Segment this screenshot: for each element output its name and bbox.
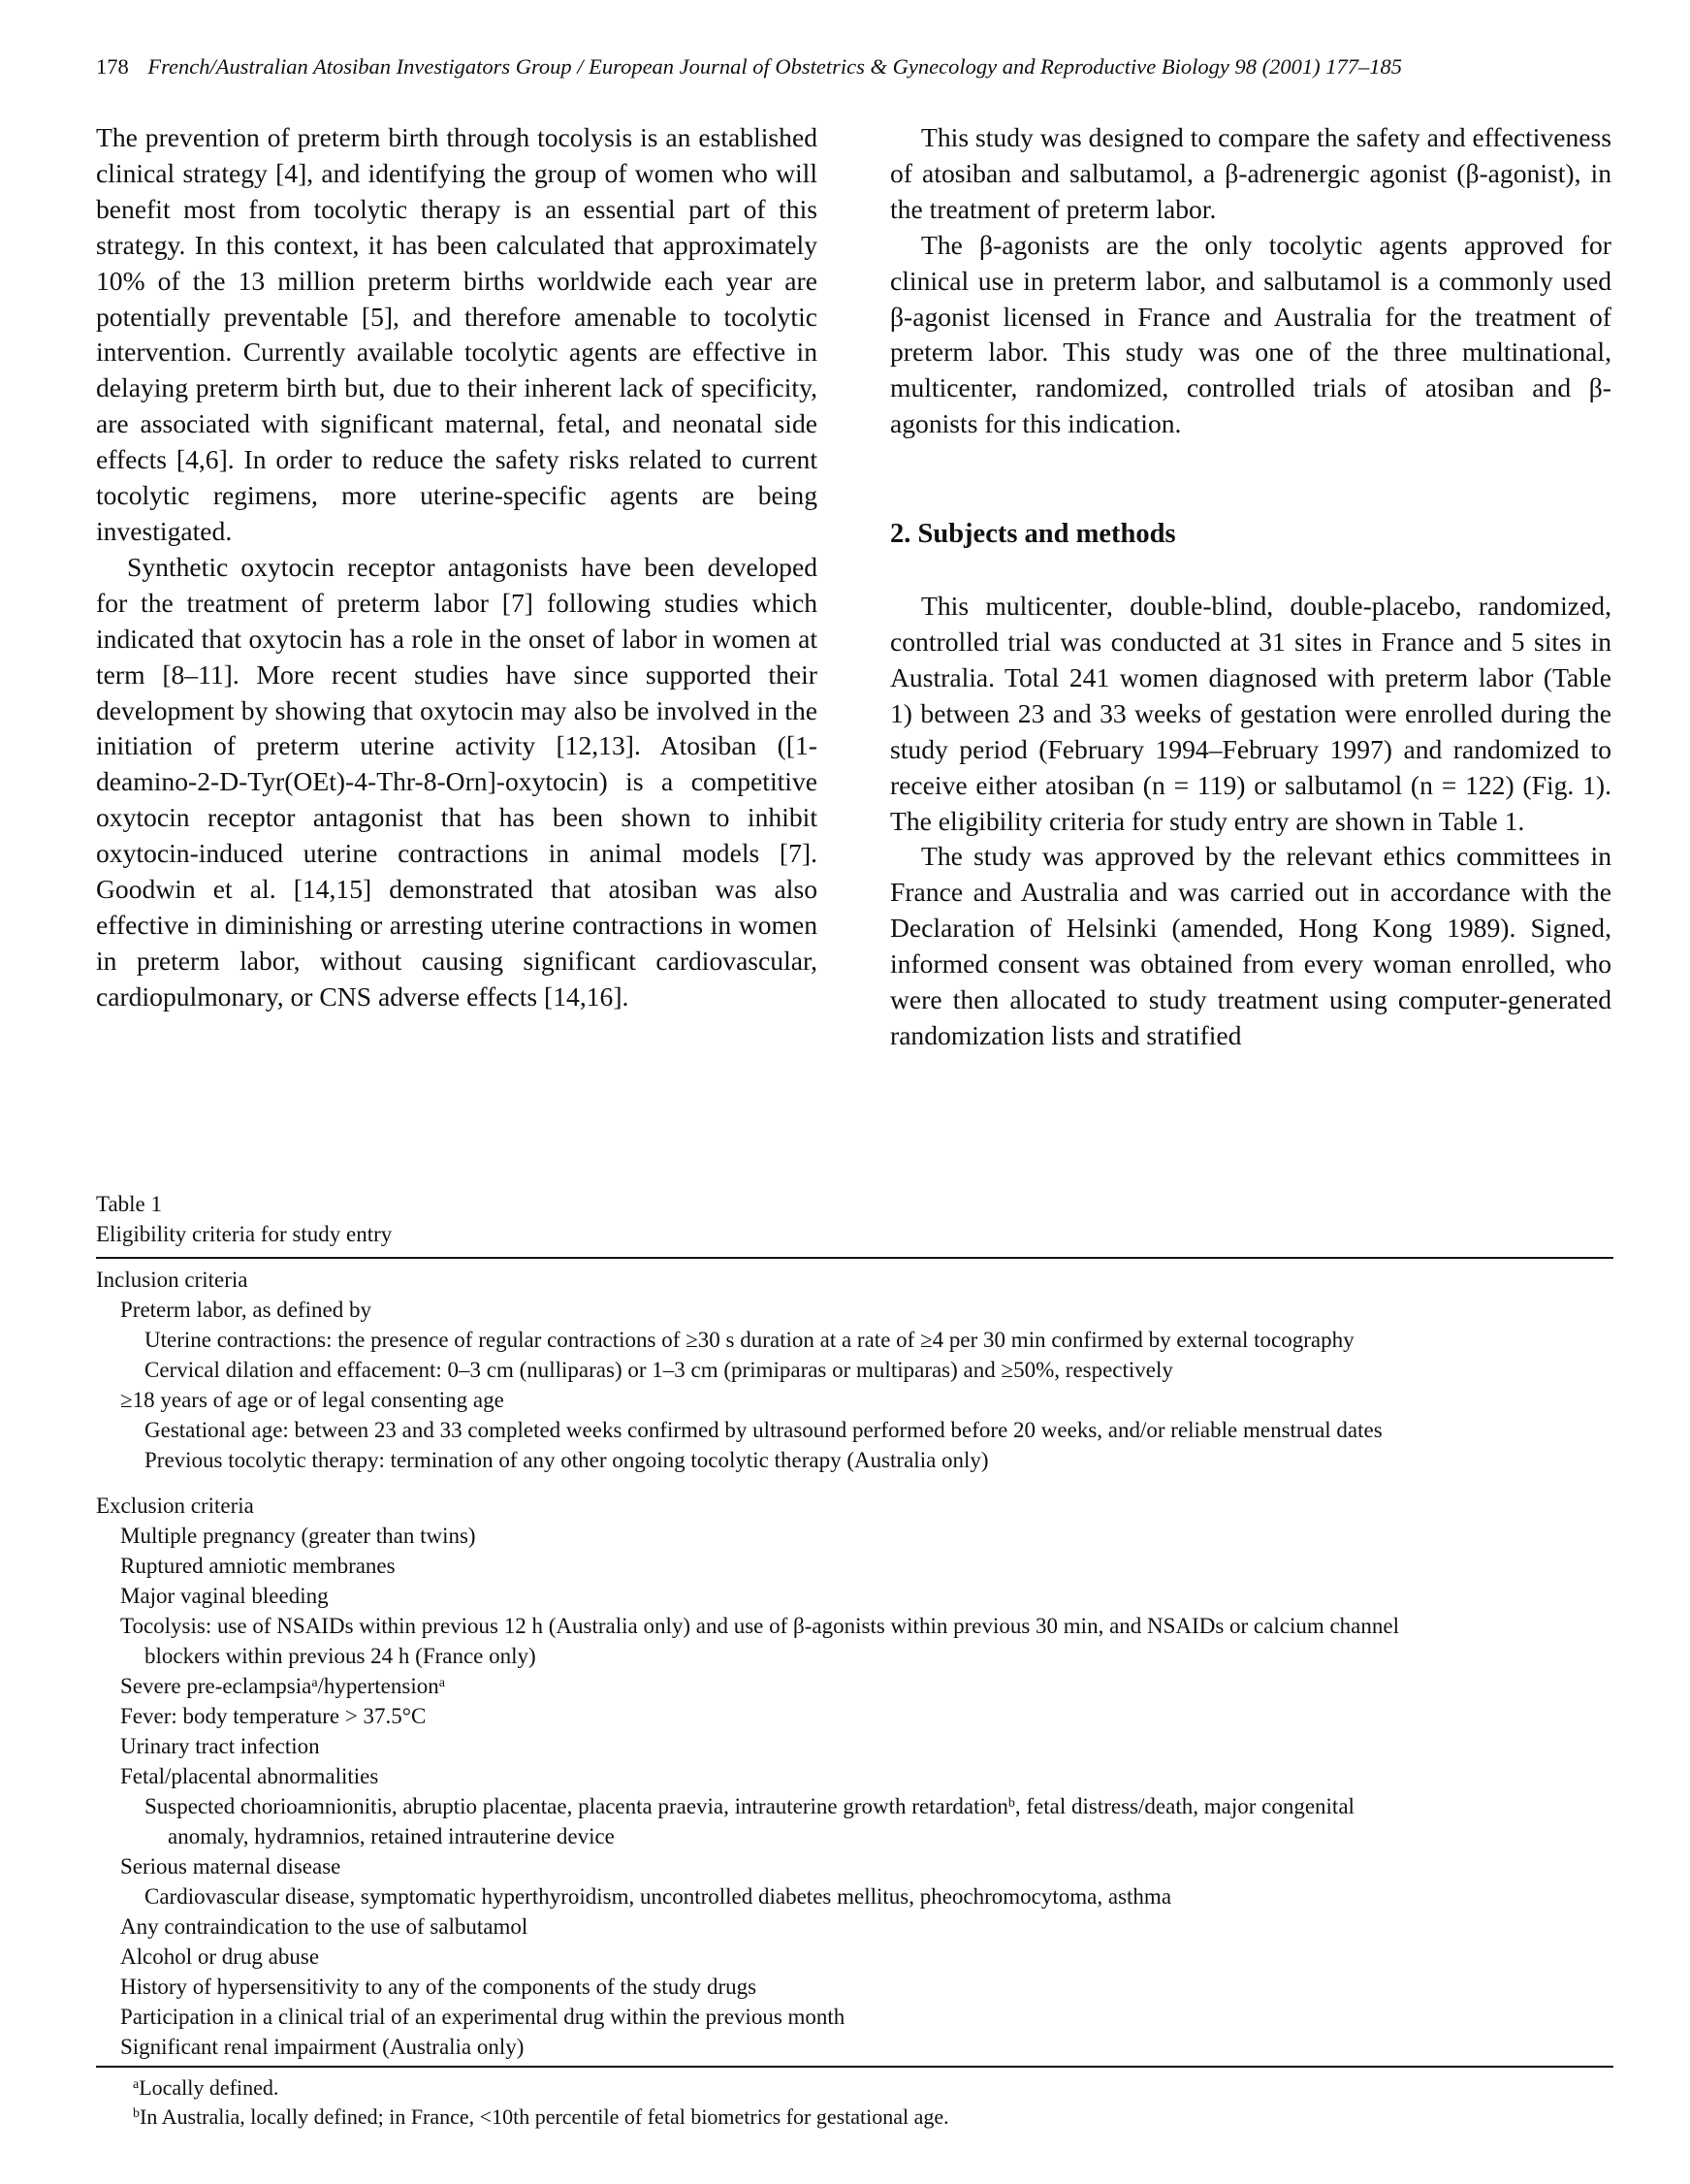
criteria-row bbox=[96, 1851, 1613, 1881]
journal-citation: French/Australian Atosiban Investigators Group / European Journal of Obstetrics & Gynecology and Reproductive Biology 98 (2001) 177–185 bbox=[147, 54, 1402, 79]
table-label: Table 1 bbox=[96, 1192, 163, 1216]
inclusion-rows bbox=[96, 1295, 1613, 1475]
criteria-row bbox=[96, 1671, 1613, 1701]
criteria-text: Previous tocolytic therapy: termination of any other ongoing tocolytic therapy (Australia only) bbox=[144, 1448, 989, 1472]
footnote-marker: a bbox=[438, 1676, 445, 1690]
criteria-row bbox=[96, 1731, 1613, 1761]
criteria-row bbox=[96, 1581, 1613, 1611]
criteria-text: Preterm labor, as defined by bbox=[120, 1298, 372, 1322]
criteria-row bbox=[96, 1972, 1613, 2002]
criteria-row bbox=[96, 1791, 1613, 1821]
spacer bbox=[890, 553, 1611, 589]
spacer bbox=[96, 1475, 1613, 1491]
criteria-row bbox=[96, 1881, 1613, 1911]
footnote-marker: b bbox=[1007, 1796, 1015, 1811]
criteria-row bbox=[96, 1551, 1613, 1581]
criteria-text: blockers within previous 24 h (France only) bbox=[144, 1644, 536, 1668]
criteria-row bbox=[96, 1701, 1613, 1731]
criteria-text: , fetal distress/death, major congenital bbox=[1014, 1794, 1355, 1818]
body-paragraph: This study was designed to compare the safety and effectiveness of atosiban and salbutamol, a β-adrenergic agonist (β-agonist), in the treatment of preterm labor. bbox=[890, 122, 1611, 224]
criteria-text: anomaly, hydramnios, retained intrauterine device bbox=[168, 1824, 615, 1848]
body-paragraph: The study was approved by the relevant ethics committees in France and Australia and was carried out in accordance with the Declaration of Helsinki (amended, Hong Kong 1989). Signed, informed consent was obtained from every woman enrolled, who were then allocated to study treatment using computer-generated randomization lists and stratified bbox=[890, 841, 1611, 1050]
criteria-text: Fever: body temperature > 37.5°C bbox=[120, 1704, 427, 1728]
footnote-marker: b bbox=[133, 2106, 140, 2121]
spacer bbox=[890, 442, 1611, 517]
criteria-row bbox=[96, 1821, 1613, 1851]
footnote bbox=[96, 2073, 1613, 2103]
table-top-rule bbox=[96, 1257, 1613, 1259]
criteria-text: Multiple pregnancy (greater than twins) bbox=[120, 1524, 476, 1548]
criteria-row bbox=[96, 1942, 1613, 1972]
criteria-text: Suspected chorioamnionitis, abruptio placentae, placenta praevia, intrauterine growth retardation bbox=[144, 1794, 1008, 1818]
criteria-row bbox=[96, 1911, 1613, 1942]
body-paragraph: This multicenter, double-blind, double-placebo, randomized, controlled trial was conducted at 31 sites in France and 5 sites in Australia. Total 241 women diagnosed with preterm labor (Table 1) between 23 and 33 weeks of gestation were enrolled during the study period (February 1994–February 1997) and randomized to receive either atosiban (n = 119) or salbutamol (n = 122) (Fig. 1). The eligibility criteria for study entry are shown in Table 1. bbox=[890, 591, 1611, 836]
criteria-text: Participation in a clinical trial of an experimental drug within the previous month bbox=[120, 2005, 845, 2029]
footnote bbox=[96, 2103, 1613, 2132]
criteria-row bbox=[96, 1385, 1613, 1415]
criteria-text: /hypertension bbox=[317, 1674, 439, 1698]
criteria-text: Significant renal impairment (Australia only) bbox=[120, 2035, 525, 2059]
criteria-row bbox=[96, 1355, 1613, 1385]
table-1 bbox=[96, 1189, 1613, 2132]
criteria-row bbox=[96, 1325, 1613, 1355]
criteria-text: Serious maternal disease bbox=[120, 1854, 341, 1879]
criteria-text: Fetal/placental abnormalities bbox=[120, 1764, 379, 1788]
criteria-row bbox=[96, 1415, 1613, 1445]
table-title: Eligibility criteria for study entry bbox=[96, 1222, 393, 1246]
inclusion-heading: Inclusion criteria bbox=[96, 1268, 248, 1292]
section-heading: 2. Subjects and methods bbox=[890, 519, 1176, 550]
exclusion-rows bbox=[96, 1521, 1613, 2062]
criteria-row bbox=[96, 1761, 1613, 1791]
table-footnotes bbox=[96, 2073, 1613, 2132]
criteria-text: Tocolysis: use of NSAIDs within previous 12 h (Australia only) and use of β-agonists within previous 30 min, and NSAIDs or calcium channel bbox=[120, 1614, 1399, 1638]
footnote-text: In Australia, locally defined; in France, <10th percentile of fetal biometrics for gestational age. bbox=[140, 2104, 949, 2129]
footnote-marker: a bbox=[133, 2077, 140, 2092]
table-bottom-rule bbox=[96, 2066, 1613, 2068]
body-paragraph: The prevention of preterm birth through tocolysis is an established clinical strategy [4], and identifying the group of women who will benefit most from tocolytic therapy is an essential part of this strategy. In this context, it has been calculated that approximately 10% of the 13 million preterm births worldwide each year are potentially preventable [5], and therefore amenable to tocolytic intervention. Currently available tocolytic agents are effective in delaying preterm birth but, due to their inherent lack of specificity, are associated with significant maternal, fetal, and neonatal side effects [4,6]. In order to reduce the safety risks related to current tocolytic regimens, more uterine-specific agents are being investigated. bbox=[96, 122, 817, 546]
criteria-text: History of hypersensitivity to any of the components of the study drugs bbox=[120, 1975, 757, 1999]
criteria-row bbox=[96, 1611, 1613, 1641]
criteria-row bbox=[96, 1445, 1613, 1475]
right-column bbox=[890, 120, 1611, 1054]
criteria-text: ≥18 years of age or of legal consenting age bbox=[120, 1388, 504, 1412]
criteria-text: Major vaginal bleeding bbox=[120, 1584, 329, 1608]
running-head bbox=[96, 54, 1402, 80]
criteria-text: Gestational age: between 23 and 33 completed weeks confirmed by ultrasound performed before 20 weeks, and/or reliable menstrual dates bbox=[144, 1418, 1383, 1442]
criteria-row bbox=[96, 2002, 1613, 2032]
body-paragraph: The β-agonists are the only tocolytic agents approved for clinical use in preterm labor, and salbutamol is a commonly used β-agonist licensed in France and Australia for the treatment of preterm labor. This study was one of the three multinational, multicenter, randomized, controlled trials of atosiban and β-agonists for this indication. bbox=[890, 229, 1611, 439]
footnote-text: Locally defined. bbox=[139, 2075, 279, 2100]
criteria-text: Cardiovascular disease, symptomatic hyperthyroidism, uncontrolled diabetes mellitus, pheochromocytoma, asthma bbox=[144, 1884, 1172, 1909]
criteria-row bbox=[96, 1521, 1613, 1551]
criteria-text: Severe pre-eclampsia bbox=[120, 1674, 312, 1698]
criteria-text: Alcohol or drug abuse bbox=[120, 1944, 320, 1969]
criteria-text: Urinary tract infection bbox=[120, 1734, 320, 1758]
left-column bbox=[96, 120, 817, 1015]
footnote-marker: a bbox=[311, 1676, 318, 1690]
criteria-text: Cervical dilation and effacement: 0–3 cm (nulliparas) or 1–3 cm (primiparas or multiparas) and ≥50%, respectively bbox=[144, 1358, 1173, 1382]
page-number: 178 bbox=[96, 54, 129, 79]
exclusion-heading: Exclusion criteria bbox=[96, 1493, 254, 1518]
criteria-text: Uterine contractions: the presence of regular contractions of ≥30 s duration at a rate of ≥4 per 30 min confirmed by external tocography bbox=[144, 1328, 1355, 1352]
criteria-row bbox=[96, 2032, 1613, 2062]
criteria-text: Ruptured amniotic membranes bbox=[120, 1554, 396, 1578]
criteria-row bbox=[96, 1641, 1613, 1671]
body-paragraph: Synthetic oxytocin receptor antagonists have been developed for the treatment of preterm labor [7] following studies which indicated that oxytocin has a role in the onset of labor in women at term [8–11]. More recent studies have since supported their development by showing that oxytocin may also be involved in the initiation of preterm uterine activity [12,13]. Atosiban ([1-deamino-2-D-Tyr(OEt)-4-Thr-8-Orn]-oxytocin) is a competitive oxytocin receptor antagonist that has been shown to inhibit oxytocin-induced uterine contractions in animal models [7]. Goodwin et al. [14,15] demonstrated that atosiban was also effective in diminishing or arresting uterine contractions in women in preterm labor, without causing significant cardiovascular, cardiopulmonary, or CNS adverse effects [14,16]. bbox=[96, 551, 817, 1012]
criteria-text: Any contraindication to the use of salbutamol bbox=[120, 1914, 528, 1939]
criteria-row bbox=[96, 1295, 1613, 1325]
